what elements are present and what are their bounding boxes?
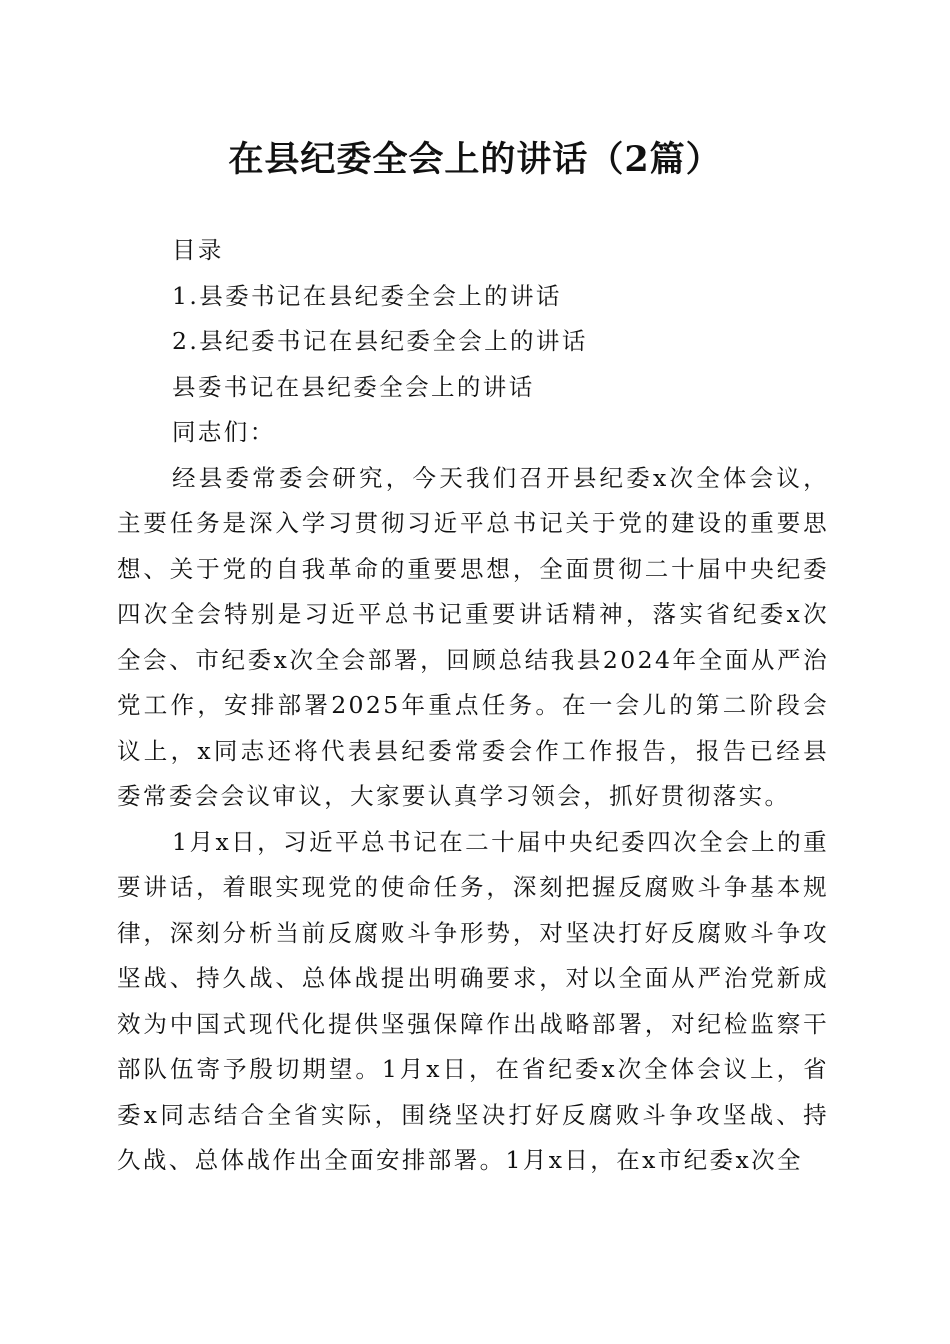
toc-item-2: 2.县纪委书记在县纪委全会上的讲话 bbox=[172, 327, 588, 355]
document-body bbox=[117, 228, 829, 1184]
toc-item-1: 1.县委书记在县纪委全会上的讲话 bbox=[172, 281, 562, 310]
toc-heading: 目录 bbox=[172, 236, 224, 264]
salutation: 同志们： bbox=[172, 418, 276, 446]
body-paragraph-2: 1月x日，习近平总书记在二十届中央纪委四次全会上的重要讲话，着眼实现党的使命任务，深刻把握反腐败斗争基本规律，深刻分析当前反腐败斗争形势，对坚决打好反腐败斗争攻坚战、持久战、总体战提出明确要求，对以全面从严治党新成效为中国式现代化提供坚强保障作出战略部署，对纪检监察干部队伍寄予殷切期望。1月x日，在省纪委x次全体会议上，省委x同志结合全省实际，围绕坚决打好反腐败斗争攻坚战、持久战、总体战作出全面安排部署。1月x日，在x市纪委x次全 bbox=[117, 827, 829, 1174]
document-title: 在县纪委全会上的讲话（2篇） bbox=[228, 139, 722, 180]
section-title: 县委书记在县纪委全会上的讲话 bbox=[172, 372, 535, 401]
body-paragraph-1: 经县委常委会研究，今天我们召开县纪委x次全体会议，主要任务是深入学习贯彻习近平总书记关于党的建设的重要思想、关于党的自我革命的重要思想，全面贯彻二十届中央纪委四次全会特别是习近平总书记重要讲话精神，落实省纪委x次全会、市纪委x次全会部署，回顾总结我县2024年全面从严治党工作，安排部署2025年重点任务。在一会儿的第二阶段会议上，x同志还将代表县纪委常委会作工作报告，报告已经县委常委会会议审议，大家要认真学习领会，抓好贯彻落实。 bbox=[117, 463, 829, 810]
